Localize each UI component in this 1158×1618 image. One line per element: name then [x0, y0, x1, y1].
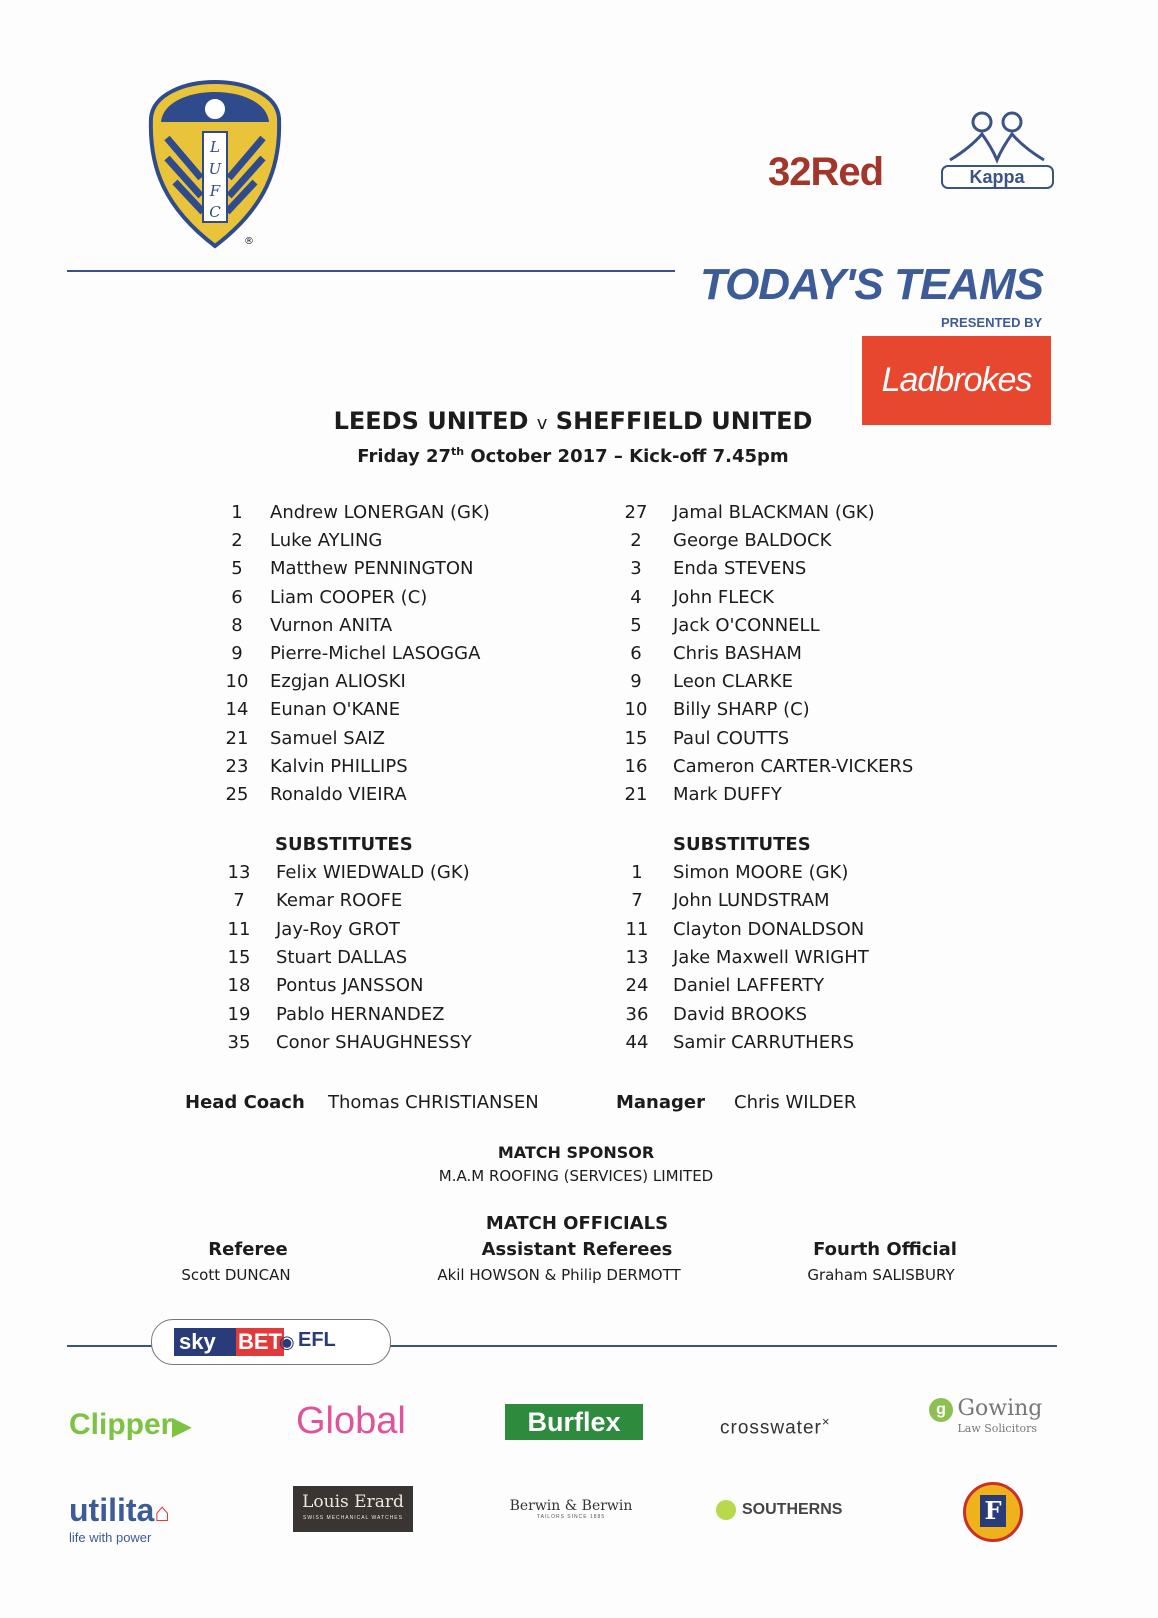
- leeds-crest-logo: [145, 78, 285, 250]
- player-number: 6: [630, 643, 642, 664]
- player-name: David BROOKS: [673, 1003, 808, 1025]
- player-name: Pierre-Michel LASOGGA: [270, 643, 481, 664]
- player-name: George BALDOCK: [673, 530, 832, 552]
- player-name: John LUNDSTRAM: [673, 890, 830, 912]
- player-number: 13: [227, 862, 251, 883]
- away-subs-heading: SUBSTITUTES: [673, 834, 811, 855]
- player-number: 9: [231, 643, 243, 664]
- player-name: Enda STEVENS: [673, 558, 807, 580]
- match-date: Friday 27th October 2017 – Kick-off 7.45pm: [357, 445, 789, 467]
- svg-text:U: U: [208, 160, 222, 178]
- player-number: 1: [231, 502, 243, 523]
- presented-by-label: PRESENTED BY: [941, 315, 1043, 330]
- global-logo: Global: [296, 1400, 406, 1442]
- player-number: 15: [227, 946, 251, 968]
- registered-mark: ®: [244, 236, 254, 247]
- player-number: 9: [630, 671, 642, 693]
- player-name: Jake Maxwell WRIGHT: [673, 946, 869, 968]
- match-sponsor-heading: MATCH SPONSOR: [497, 1143, 655, 1162]
- player-name: Jay-Roy GROT: [276, 918, 400, 940]
- burflex-logo: Burflex: [505, 1404, 643, 1440]
- player-name: Andrew LONERGAN (GK): [270, 502, 490, 523]
- match-title: LEEDS UNITED v SHEFFIELD UNITED: [333, 407, 813, 435]
- player-name: Luke AYLING: [270, 530, 383, 552]
- fosters-logo: F: [963, 1482, 1023, 1542]
- player-name: Eunan O'KANE: [270, 699, 401, 721]
- player-number: 36: [625, 1003, 649, 1025]
- player-name: Kemar ROOFE: [276, 890, 403, 912]
- player-number: 10: [225, 671, 249, 693]
- svg-text:L: L: [210, 138, 220, 156]
- svg-text:C: C: [209, 203, 221, 221]
- player-name: Pablo HERNANDEZ: [276, 1003, 445, 1025]
- sponsor-32red-logo: 32Red: [768, 150, 884, 194]
- player-number: 24: [625, 975, 649, 997]
- player-name: Paul COUTTS: [673, 727, 790, 749]
- player-name: Jack O'CONNELL: [673, 614, 820, 636]
- player-number: 13: [625, 946, 649, 968]
- player-number: 18: [227, 975, 251, 997]
- assistant-referees-label: Assistant Referees: [481, 1239, 673, 1260]
- player-number: 7: [233, 890, 245, 912]
- player-number: 25: [225, 784, 249, 805]
- player-name: Mark DUFFY: [673, 784, 782, 805]
- player-number: 27: [624, 502, 648, 523]
- player-name: Leon CLARKE: [673, 671, 793, 693]
- player-number: 3: [630, 558, 642, 580]
- fourth-official-label: Fourth Official: [813, 1239, 957, 1260]
- referee-label: Referee: [208, 1239, 288, 1260]
- clipper-logo: Clipper▶: [69, 1408, 191, 1441]
- player-number: 19: [227, 1003, 251, 1025]
- player-number: 15: [624, 727, 648, 749]
- home-subs-heading: SUBSTITUTES: [275, 834, 413, 855]
- player-number: 16: [624, 755, 648, 777]
- player-name: Stuart DALLAS: [276, 946, 408, 968]
- ladbrokes-logo: Ladbrokes: [862, 336, 1051, 425]
- head-coach-label: Head Coach: [185, 1092, 305, 1113]
- head-coach-name: Thomas CHRISTIANSEN: [328, 1092, 539, 1113]
- player-name: Samir CARRUTHERS: [673, 1031, 855, 1053]
- crosswater-logo: crosswater×: [720, 1414, 831, 1439]
- player-name: Ronaldo VIEIRA: [270, 784, 407, 805]
- fourth-official-name: Graham SALISBURY: [807, 1266, 955, 1284]
- player-name: Vurnon ANITA: [270, 614, 393, 636]
- player-number: 2: [231, 530, 243, 552]
- player-name: Cameron CARTER-VICKERS: [673, 755, 914, 777]
- player-name: Matthew PENNINGTON: [270, 558, 474, 580]
- player-number: 11: [625, 918, 649, 940]
- player-number: 1: [631, 862, 643, 883]
- player-number: 10: [624, 699, 648, 721]
- berwin-logo: Berwin & Berwin TAILORS SINCE 1885: [509, 1498, 633, 1520]
- player-name: Pontus JANSSON: [276, 975, 424, 997]
- kappa-logo: [940, 108, 1055, 190]
- player-number: 2: [630, 530, 642, 552]
- player-number: 4: [630, 586, 642, 608]
- player-number: 44: [625, 1031, 649, 1053]
- player-name: Liam COOPER (C): [270, 586, 428, 608]
- gowing-logo: g Gowing Law Solicitors: [929, 1398, 1042, 1436]
- player-number: 5: [231, 558, 243, 580]
- referee-name: Scott DUNCAN: [181, 1266, 291, 1284]
- footer-divider-right: [390, 1345, 1057, 1347]
- match-officials-heading: MATCH OFFICIALS: [485, 1213, 669, 1234]
- player-number: 6: [231, 586, 243, 608]
- player-name: Daniel LAFFERTY: [673, 975, 825, 997]
- manager-name: Chris WILDER: [734, 1092, 857, 1113]
- player-name: Jamal BLACKMAN (GK): [673, 502, 875, 523]
- player-name: Kalvin PHILLIPS: [270, 755, 408, 777]
- player-name: Billy SHARP (C): [673, 699, 810, 721]
- footer-divider-left: [67, 1345, 153, 1347]
- match-sponsor-name: M.A.M ROOFING (SERVICES) LIMITED: [438, 1167, 714, 1185]
- manager-label: Manager: [616, 1092, 705, 1113]
- player-number: 14: [225, 699, 249, 721]
- sky-bet-efl-logo: sky BET ◉ EFL: [151, 1319, 391, 1365]
- svg-text:Kappa: Kappa: [969, 167, 1025, 187]
- southerns-logo: SOUTHERNS: [716, 1500, 842, 1520]
- assistant-referees-names: Akil HOWSON & Philip DERMOTT: [437, 1266, 681, 1284]
- utilita-logo: utilita⌂ life with power: [69, 1492, 171, 1545]
- player-number: 11: [227, 918, 251, 940]
- player-name: Chris BASHAM: [673, 643, 802, 664]
- player-number: 23: [225, 755, 249, 777]
- player-number: 7: [631, 890, 643, 912]
- player-number: 21: [624, 784, 648, 805]
- player-name: Samuel SAIZ: [270, 727, 385, 749]
- louis-erard-logo: Louis Erard SWISS MECHANICAL WATCHES: [293, 1486, 413, 1532]
- player-number: 5: [630, 614, 642, 636]
- player-name: Ezgjan ALIOSKI: [270, 671, 406, 693]
- svg-text:F: F: [209, 182, 221, 200]
- player-name: Clayton DONALDSON: [673, 918, 865, 940]
- player-name: Felix WIEDWALD (GK): [276, 862, 470, 883]
- player-number: 8: [231, 614, 243, 636]
- player-name: Conor SHAUGHNESSY: [276, 1031, 472, 1053]
- player-number: 21: [225, 727, 249, 749]
- player-name: Simon MOORE (GK): [673, 862, 849, 883]
- page-title: TODAY'S TEAMS: [700, 260, 1043, 309]
- header-divider: [67, 270, 675, 272]
- player-name: John FLECK: [673, 586, 774, 608]
- player-number: 35: [227, 1031, 251, 1053]
